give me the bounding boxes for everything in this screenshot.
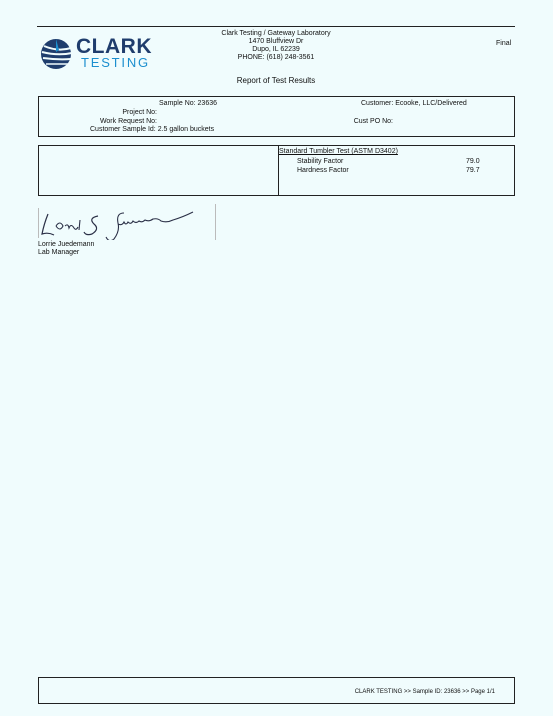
report-title: Report of Test Results	[236, 76, 316, 85]
lab-address-block	[196, 30, 356, 62]
lab-name: Clark Testing / Gateway Laboratory	[221, 30, 331, 37]
signature-frame-right	[215, 204, 216, 240]
sample-info-box	[38, 96, 515, 137]
result-value: 79.7	[466, 167, 480, 174]
customer-sample-id: Customer Sample Id: 2.5 gallon buckets	[90, 126, 215, 133]
test-results-box	[38, 145, 515, 196]
result-label: Hardness Factor	[297, 167, 349, 174]
test-result-row	[297, 167, 487, 176]
header-top-rule	[37, 26, 515, 27]
lab-city: Dupo, IL 62239	[252, 46, 300, 53]
sample-no: Sample No: 23636	[159, 100, 217, 107]
lab-phone: PHONE: (618) 248-3561	[237, 54, 315, 61]
test-result-rows	[297, 158, 487, 176]
signature-frame-left	[38, 208, 39, 238]
work-request-no: Work Request No:	[99, 118, 157, 125]
cust-po-no: Cust PO No:	[353, 118, 393, 125]
logo-word-clark: CLARK	[76, 35, 152, 58]
footer-box	[38, 677, 515, 704]
footer-text: CLARK TESTING >> Sample ID: 23636 >> Page 1/1	[354, 689, 495, 695]
customer-name: Customer: Ecooke, LLC/Delivered	[361, 100, 467, 107]
result-value: 79.0	[466, 158, 480, 165]
result-label: Stability Factor	[297, 158, 344, 165]
project-no: Project No:	[122, 109, 157, 116]
signatory-title: Lab Manager	[38, 249, 80, 256]
logo-word-testing: TESTING	[81, 55, 150, 70]
test-result-row	[297, 158, 487, 167]
clark-testing-logo	[40, 36, 160, 70]
signatory-name: Lorrie Juedemann	[38, 241, 95, 248]
lab-street: 1470 Bluffview Dr	[248, 38, 304, 45]
starburst-icon	[40, 38, 74, 70]
report-status: Final	[496, 40, 512, 47]
test-name: Standard Tumbler Test (ASTM D3402)	[279, 148, 398, 155]
handwritten-signature	[38, 204, 216, 240]
signature-image	[38, 204, 216, 240]
